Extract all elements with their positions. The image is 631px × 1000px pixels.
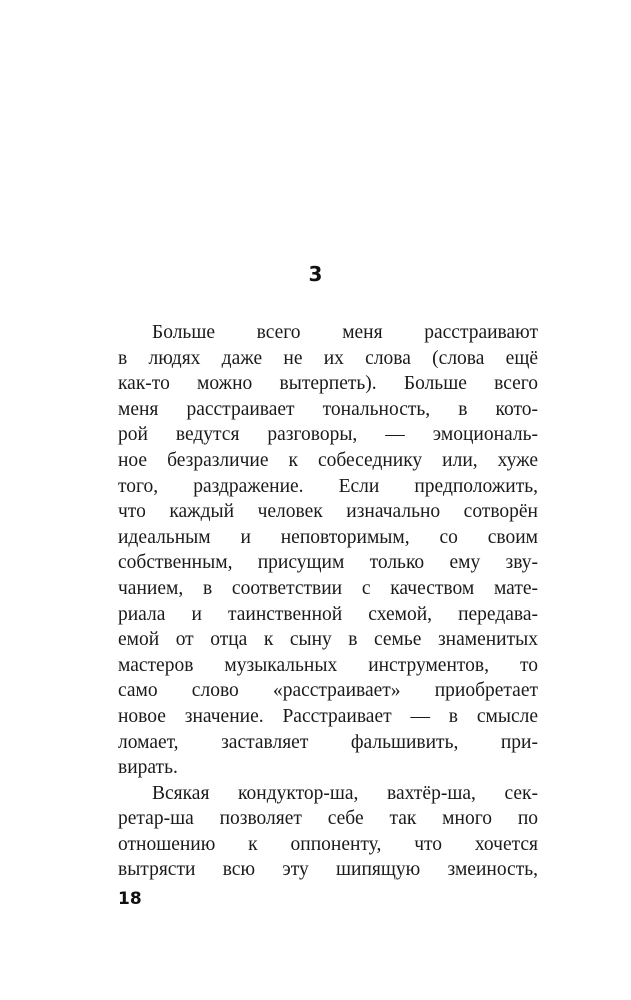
text-line: вирать. [118,757,178,779]
paragraph [118,781,538,883]
text-line: меня расстраивает тональность, в кото- [118,398,538,420]
text-line: ломает, заставляет фальшивить, при- [118,731,538,753]
page-number: 18 [118,889,142,909]
text-line: рой ведутся разговоры, — эмоциональ- [118,424,538,446]
text-line: риала и таинственной схемой, передава- [118,603,538,625]
paragraph [118,320,538,781]
text-line: отношению к оппоненту, что хочется [118,833,538,855]
body-text [118,320,538,883]
text-line: новое значение. Расстраивает — в смысле [118,705,538,727]
text-line: того, раздражение. Если предположить, [118,475,538,497]
text-line: емой от отца к сыну в семье знаменитых [118,629,538,651]
text-line: собственным, присущим только ему зву- [118,552,538,574]
text-line: само слово «расстраивает» приобретает [118,680,538,702]
text-line: Всякая кондуктор-ша, вахтёр-ша, сек- [152,782,538,804]
text-line: что каждый человек изначально сотворён [118,501,538,523]
text-line: в людях даже не их слова (слова ещё [118,347,538,369]
text-line: Больше всего меня расстраивают [152,322,538,343]
text-line: вытрясти всю эту шипящую змеиность, [118,859,538,881]
text-line: мастеров музыкальных инструментов, то [118,654,538,676]
chapter-number: 3 [308,262,323,286]
text-line: ное безразличие к собеседнику или, хуже [118,449,538,471]
text-line: ретар-ша позволяет себе так много по [118,808,538,830]
text-line: чанием, в соответствии с качеством мате- [118,577,538,599]
text-line: идеальным и неповторимым, со своим [118,526,538,548]
text-line: как-то можно вытерпеть). Больше всего [118,373,538,395]
